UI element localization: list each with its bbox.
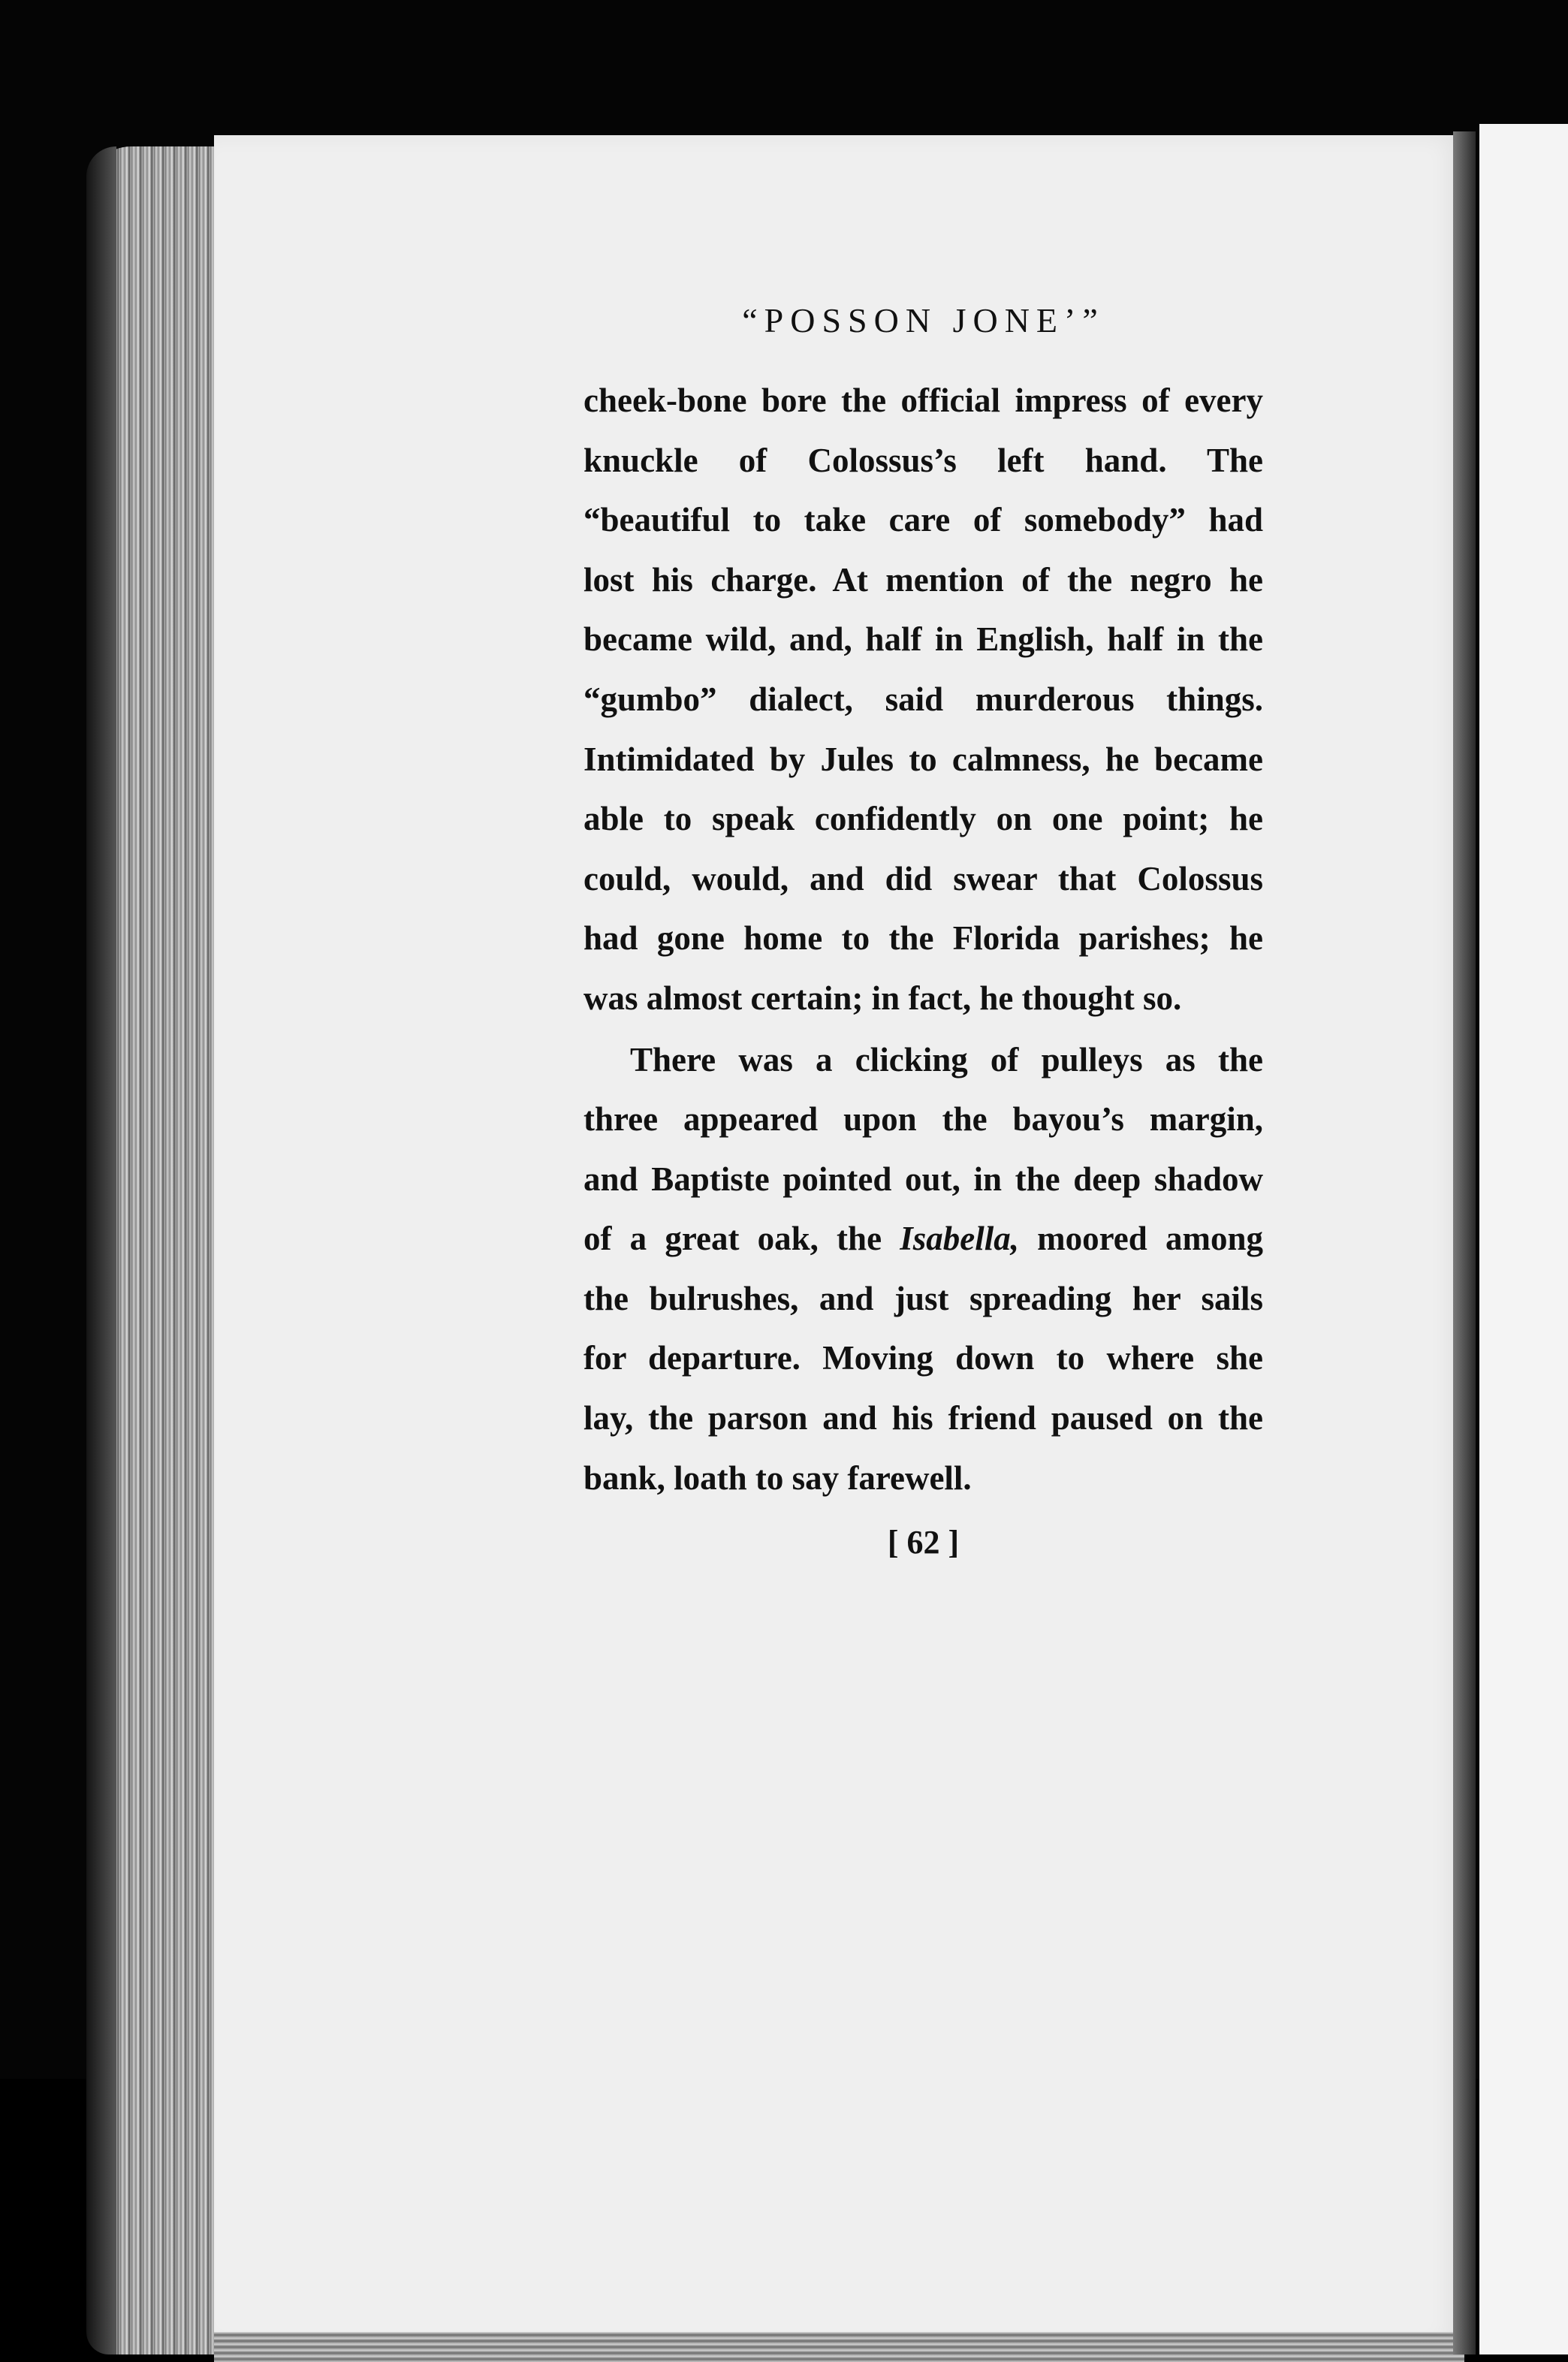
text-line-with-italic [583,1217,1263,1259]
facing-page-edge [1479,124,1568,2354]
text-line: cheek-bone bore the official impress of every [583,382,1263,419]
text-line: had gone home to the Florida parishes; he [583,919,1263,957]
text-line: lay, the parson and his friend paused on the [583,1399,1263,1437]
text-line: able to speak confidently on one point; he [583,800,1263,837]
text-line: for departure. Moving down to where she [583,1339,1263,1377]
text-line: Intimidated by Jules to calmness, he became [583,741,1263,778]
page-edges-bottom [214,2332,1464,2362]
text-line: the bulrushes, and just spreading her sails [583,1280,1263,1317]
text-line: “beautiful to take care of somebody” had [583,501,1263,538]
text-line: became wild, and, half in English, half in the [583,620,1263,658]
running-head: “POSSON JONE’” [742,301,1105,339]
page-number: [ 62 ] [887,1524,960,1561]
paragraph-first-line: There was a clicking of pulleys as the [630,1041,1263,1078]
text-segment: of a great oak, the [583,1220,900,1257]
text-segment: moored among [1018,1220,1263,1257]
gutter-shadow [1453,131,1476,2354]
text-line: lost his charge. At mention of the negro he [583,561,1263,599]
book-spine-shadow [86,146,116,2354]
text-line: three appeared upon the bayou’s margin, [583,1100,1263,1138]
text-line: could, would, and did swear that Colossus [583,860,1263,897]
text-line: bank, loath to say farewell. [583,1459,972,1497]
text-line: “gumbo” dialect, said murderous things. [583,680,1263,718]
text-line: knuckle of Colossus’s left hand. The [583,442,1263,479]
text-line: and Baptiste pointed out, in the deep shadow [583,1160,1263,1198]
italic-ship-name: Isabella, [900,1220,1019,1257]
text-line: was almost certain; in fact, he thought so. [583,979,1182,1017]
